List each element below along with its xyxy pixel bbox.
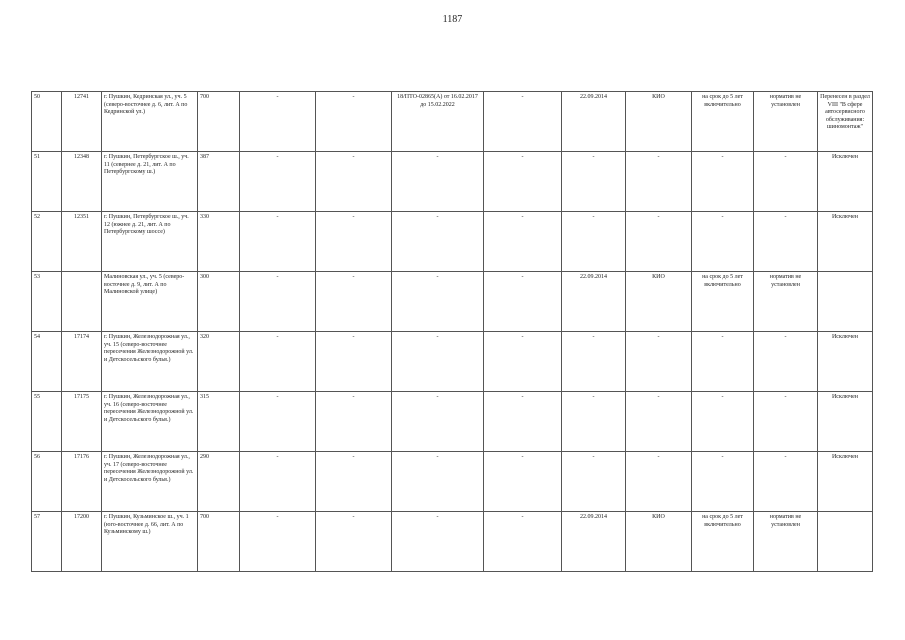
term-cell: -	[692, 212, 754, 272]
registry-table	[31, 91, 873, 572]
table-row	[32, 272, 873, 332]
object-code-cell: 12348	[62, 152, 102, 212]
term-cell: -	[692, 452, 754, 512]
col6-cell: -	[316, 152, 392, 212]
area-cell: 290	[198, 452, 240, 512]
authority-cell: КИО	[626, 272, 692, 332]
col6-cell: -	[316, 92, 392, 152]
col5-cell: -	[240, 272, 316, 332]
table-row	[32, 332, 873, 392]
document-cell: -	[392, 272, 484, 332]
area-cell: 700	[198, 92, 240, 152]
row-number-cell: 57	[32, 512, 62, 572]
address-cell: г. Пушкин, Петербургское ш., уч. 12 (южнее д. 21, лит. А по Петербургскому шоссе)	[102, 212, 198, 272]
date-cell: -	[562, 212, 626, 272]
row-number-cell: 52	[32, 212, 62, 272]
date-cell: 22.09.2014	[562, 272, 626, 332]
row-number-cell: 55	[32, 392, 62, 452]
table-row	[32, 512, 873, 572]
col8-cell: -	[484, 332, 562, 392]
col8-cell: -	[484, 512, 562, 572]
col8-cell: -	[484, 392, 562, 452]
table-row	[32, 392, 873, 452]
note-cell: Исключен	[818, 392, 873, 452]
address-cell: г. Пушкин, Железнодорожная ул., уч. 16 (северо-восточнее пересечения Железнодорожной ул. и Детскосельского бульв.)	[102, 392, 198, 452]
col5-cell: -	[240, 92, 316, 152]
note-cell: Исключен	[818, 452, 873, 512]
authority-cell: КИО	[626, 92, 692, 152]
date-cell: -	[562, 332, 626, 392]
norm-cell: -	[754, 392, 818, 452]
col6-cell: -	[316, 332, 392, 392]
authority-cell: -	[626, 212, 692, 272]
document-cell: -	[392, 212, 484, 272]
col8-cell: -	[484, 92, 562, 152]
note-cell: Исключен	[818, 332, 873, 392]
table-row	[32, 452, 873, 512]
table-row	[32, 152, 873, 212]
date-cell: 22.09.2014	[562, 512, 626, 572]
norm-cell: -	[754, 212, 818, 272]
row-number-cell: 50	[32, 92, 62, 152]
col5-cell: -	[240, 212, 316, 272]
authority-cell: -	[626, 392, 692, 452]
norm-cell: -	[754, 452, 818, 512]
date-cell: 22.09.2014	[562, 92, 626, 152]
authority-cell: -	[626, 452, 692, 512]
row-number-cell: 54	[32, 332, 62, 392]
term-cell: на срок до 5 лет включительно	[692, 272, 754, 332]
term-cell: на срок до 5 лет включительно	[692, 512, 754, 572]
document-cell: -	[392, 332, 484, 392]
note-cell	[818, 272, 873, 332]
col8-cell: -	[484, 452, 562, 512]
area-cell: 387	[198, 152, 240, 212]
note-cell: Перенесен в раздел VIII "В сфере автосервисного обслуживания: шиномонтаж"	[818, 92, 873, 152]
address-cell: г. Пушкин, Петербургское ш., уч. 11 (севернее д. 21, лит. А по Петербургскому ш.)	[102, 152, 198, 212]
object-code-cell	[62, 272, 102, 332]
document-cell: -	[392, 152, 484, 212]
col6-cell: -	[316, 512, 392, 572]
row-number-cell: 53	[32, 272, 62, 332]
norm-cell: норматив не установлен	[754, 512, 818, 572]
norm-cell: норматив не установлен	[754, 272, 818, 332]
date-cell: -	[562, 152, 626, 212]
term-cell: -	[692, 392, 754, 452]
col5-cell: -	[240, 392, 316, 452]
area-cell: 700	[198, 512, 240, 572]
authority-cell: КИО	[626, 512, 692, 572]
document-cell: 18/ПТО-02865(А) от 16.02.2017 до 15.02.2022	[392, 92, 484, 152]
object-code-cell: 17175	[62, 392, 102, 452]
page-number: 1187	[442, 14, 463, 25]
col5-cell: -	[240, 512, 316, 572]
col8-cell: -	[484, 212, 562, 272]
term-cell: -	[692, 332, 754, 392]
object-code-cell: 12741	[62, 92, 102, 152]
col6-cell: -	[316, 212, 392, 272]
authority-cell: -	[626, 152, 692, 212]
note-cell: Исключен	[818, 212, 873, 272]
col8-cell: -	[484, 272, 562, 332]
address-cell: Малиновская ул., уч. 5 (северо-восточнее д. 9, лит. А по Малиновской улице)	[102, 272, 198, 332]
date-cell: -	[562, 452, 626, 512]
note-cell: Исключен	[818, 152, 873, 212]
norm-cell: норматив не установлен	[754, 92, 818, 152]
table-row	[32, 212, 873, 272]
document-cell: -	[392, 512, 484, 572]
table-row	[32, 92, 873, 152]
area-cell: 320	[198, 332, 240, 392]
area-cell: 315	[198, 392, 240, 452]
object-code-cell: 17200	[62, 512, 102, 572]
col6-cell: -	[316, 392, 392, 452]
document-cell: -	[392, 452, 484, 512]
col8-cell: -	[484, 152, 562, 212]
norm-cell: -	[754, 152, 818, 212]
note-cell	[818, 512, 873, 572]
address-cell: г. Пушкин, Кедринская ул., уч. 5 (северо-восточнее д. 6, лит. А по Кедринской ул.)	[102, 92, 198, 152]
authority-cell: -	[626, 332, 692, 392]
area-cell: 330	[198, 212, 240, 272]
address-cell: г. Пушкин, Железнодорожная ул., уч. 15 (северо-восточнее пересечения Железнодорожной ул. и Детскосельского бульв.)	[102, 332, 198, 392]
object-code-cell: 12351	[62, 212, 102, 272]
row-number-cell: 56	[32, 452, 62, 512]
row-number-cell: 51	[32, 152, 62, 212]
term-cell: на срок до 5 лет включительно	[692, 92, 754, 152]
area-cell: 300	[198, 272, 240, 332]
col6-cell: -	[316, 272, 392, 332]
date-cell: -	[562, 392, 626, 452]
col6-cell: -	[316, 452, 392, 512]
document-cell: -	[392, 392, 484, 452]
norm-cell: -	[754, 332, 818, 392]
col5-cell: -	[240, 152, 316, 212]
col5-cell: -	[240, 452, 316, 512]
col5-cell: -	[240, 332, 316, 392]
term-cell: -	[692, 152, 754, 212]
object-code-cell: 17174	[62, 332, 102, 392]
object-code-cell: 17176	[62, 452, 102, 512]
address-cell: г. Пушкин, Кузьминское ш., уч. 1 (юго-восточнее д. 66, лит. А по Кузьминскому ш.)	[102, 512, 198, 572]
address-cell: г. Пушкин, Железнодорожная ул., уч. 17 (северо-восточнее пересечения Железнодорожной ул. и Детскосельского бульв.)	[102, 452, 198, 512]
